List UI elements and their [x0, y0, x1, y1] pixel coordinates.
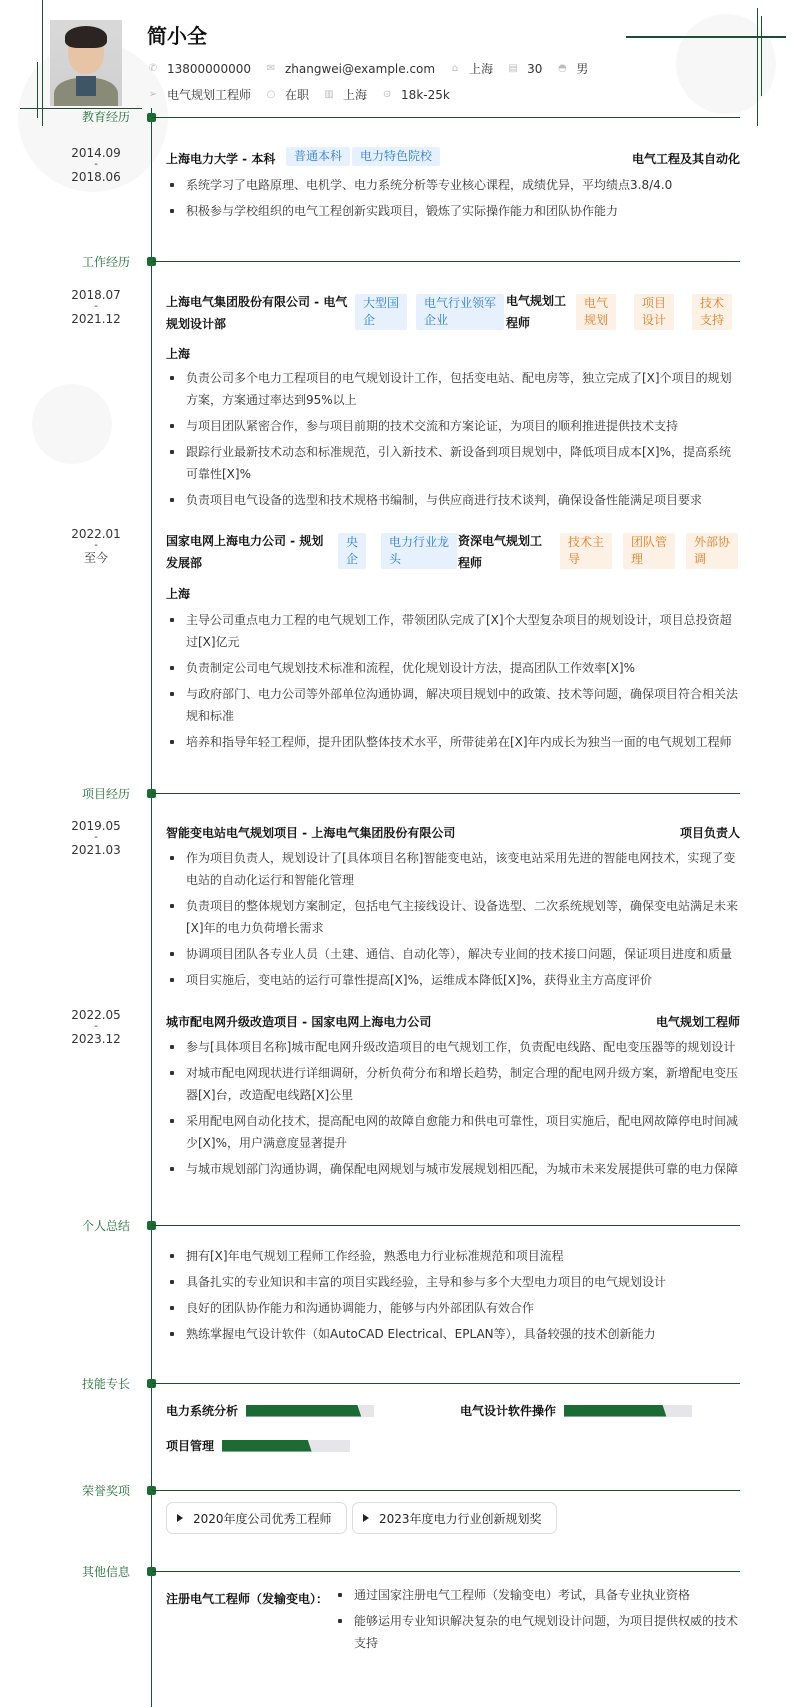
list-item: 与城市规划部门沟通协调，确保配电网规划与城市发展规划相匹配，为城市未来发展提供可靠的电力保障 [166, 1158, 740, 1180]
timeline-axis [151, 108, 152, 1707]
project-bullets [166, 847, 740, 995]
skill-tag: 项目 设计 [634, 294, 674, 330]
salary-icon: ⊙ [382, 88, 392, 100]
section-divider [152, 117, 740, 118]
building-icon: ▥ [324, 88, 334, 100]
skill-item [166, 1402, 374, 1419]
list-item: 积极参与学校组织的电气工程创新实践项目，锻炼了实际操作能力和团队协作能力 [166, 200, 740, 222]
section-title-other: 其他信息 [81, 1565, 130, 1579]
list-item: 采用配电网自动化技术，提高配电网的故障自愈能力和供电可靠性，项目实施后，配电网故障停电时间减少[X]%，用户满意度显著提升 [166, 1110, 740, 1154]
edu-bullets [166, 174, 740, 226]
section-title-skills: 技能专长 [81, 1377, 130, 1391]
list-item: 与项目团队紧密合作，参与项目前期的技术交流和方案论证，为项目的顺利推进提供技术支持 [166, 415, 740, 437]
work-location: 上海 [166, 587, 191, 601]
list-item: 对城市配电网现状进行详细调研，分析负荷分布和增长趋势，制定合理的配电网升级方案，新增配电变压器[X]台，改造配电线路[X]公里 [166, 1062, 740, 1106]
section-title-education: 教育经历 [81, 110, 130, 124]
work-company: 国家电网上海电力公司 - 规划 发展部 [166, 534, 324, 570]
skill-item [460, 1402, 692, 1419]
section-title-projects: 项目经历 [81, 787, 130, 801]
section-divider [152, 261, 740, 262]
list-item: 主导公司重点电力工程的电气规划工作，带领团队完成了[X]个大型复杂项目的规划设计，项目总投资超过[X]亿元 [166, 609, 740, 653]
skill-bar [564, 1405, 692, 1417]
section-title-awards: 荣誉奖项 [81, 1484, 130, 1498]
project-bullets [166, 1036, 740, 1184]
section-divider [152, 1571, 740, 1572]
list-item: 协调项目团队各专业人员（土建、通信、自动化等），解决专业间的技术接口问题，保证项目进度和质量 [166, 943, 740, 965]
list-item: 负责公司多个电力工程项目的电气规划设计工作，包括变电站、配电房等，独立完成了[X]个项目的规划方案，方案通过率达到95%以上 [166, 367, 740, 411]
work-position: 电气规划工 程师 [506, 294, 567, 330]
skill-name: 电气设计软件操作 [460, 1404, 557, 1418]
project-role: 电气规划工程师 [655, 1015, 740, 1029]
skill-name: 电力系统分析 [166, 1404, 239, 1418]
list-item: 负责制定公司电气规划技术标准和流程，优化规划设计方法，提高团队工作效率[X]% [166, 657, 740, 679]
award-label: 2020年度公司优秀工程师 [193, 1511, 332, 1526]
list-item: 熟练掌握电气设计软件（如AutoCAD Electrical、EPLAN等），具备较强的技术创新能力 [166, 1323, 740, 1345]
list-item: 通过国家注册电气工程师（发输变电）考试，具备专业执业资格 [334, 1584, 740, 1606]
work-date: 2022.01 - 至今 [71, 527, 121, 565]
company-tag: 电气行业领军 企业 [416, 294, 504, 330]
section-title-summary: 个人总结 [81, 1219, 130, 1233]
gender-icon: ◓ [558, 62, 567, 74]
award-item [166, 1502, 347, 1534]
list-item: 与政府部门、电力公司等外部单位沟通协调，解决项目规划中的政策、技术等问题，确保项目符合相关法规和标准 [166, 683, 740, 727]
decor-circle [32, 384, 112, 464]
decor-line [761, 16, 762, 96]
status-icon: ○ [266, 88, 276, 100]
edu-tag: 电力特色院校 [352, 147, 440, 166]
skill-tag: 技术 支持 [692, 294, 732, 330]
phone-icon: ✆ [148, 62, 158, 74]
decor-line [37, 62, 38, 118]
edu-major: 电气工程及其自动化 [631, 152, 740, 166]
section-divider [152, 793, 740, 794]
certificate-bullets [334, 1584, 740, 1658]
skill-name: 项目管理 [166, 1439, 215, 1453]
company-tag: 央 企 [338, 533, 366, 569]
skill-bar [246, 1405, 374, 1417]
gender: 男 [576, 62, 589, 76]
salary: 18k-25k [401, 87, 450, 102]
project-date: 2022.05 - 2023.12 [71, 1008, 121, 1046]
section-divider [152, 1225, 740, 1226]
location: 上海 [469, 62, 494, 76]
skill-tag: 技术主 导 [560, 533, 612, 569]
skill-item [166, 1437, 350, 1454]
play-triangle-icon [177, 1514, 183, 1522]
list-item: 拥有[X]年电气规划工程师工作经验，熟悉电力行业标准规范和项目流程 [166, 1245, 740, 1267]
list-item: 项目实施后，变电站的运行可靠性提高[X]%，运维成本降低[X]%，获得业主方高度评价 [166, 969, 740, 991]
project-title: 城市配电网升级改造项目 - 国家电网上海电力公司 [166, 1015, 432, 1029]
award-label: 2023年度电力行业创新规划奖 [379, 1511, 542, 1526]
candidate-name: 简小全 [147, 24, 207, 48]
skill-bar [222, 1440, 350, 1452]
email: zhangwei@example.com [284, 61, 436, 76]
list-item: 具备扎实的专业知识和丰富的项目实践经验，主导和参与多个大型电力项目的电气规划设计 [166, 1271, 740, 1293]
decor-line [626, 36, 786, 38]
decor-line [757, 8, 758, 126]
edu-date: 2014.09 - 2018.06 [71, 146, 121, 184]
summary-bullets [166, 1245, 740, 1349]
mail-icon: ✉ [266, 62, 276, 74]
work-company: 上海电气集团股份有限公司 - 电气 规划设计部 [166, 295, 348, 331]
skill-tag: 外部协 调 [686, 533, 738, 569]
section-divider [152, 1490, 740, 1491]
certificate-label: 注册电气工程师（发输变电）： [166, 1592, 329, 1606]
list-item: 负责项目的整体规划方案制定，包括电气主接线设计、设备选型、二次系统规划等，确保变电站满足未来[X]年的电力负荷增长需求 [166, 895, 740, 939]
section-divider [152, 1383, 740, 1384]
section-title-work: 工作经历 [81, 255, 130, 269]
edu-school: 上海电力大学 - 本科 [166, 152, 276, 166]
avatar-photo [50, 20, 122, 106]
list-item: 系统学习了电路原理、电机学、电力系统分析等专业核心课程，成绩优异，平均绩点3.8/4.0 [166, 174, 740, 196]
list-item: 能够运用专业知识解决复杂的电气规划设计问题，为项目提供权威的技术支持 [334, 1610, 740, 1654]
project-title: 智能变电站电气规划项目 - 上海电气集团股份有限公司 [166, 826, 456, 840]
calendar-icon: ▤ [508, 62, 518, 74]
work-date: 2018.07 - 2021.12 [71, 288, 121, 326]
list-item: 培养和指导年轻工程师，提升团队整体技术水平，所带徒弟在[X]年内成长为独当一面的电气规划工程师 [166, 731, 740, 753]
list-item: 作为项目负责人，规划设计了[具体项目名称]智能变电站，该变电站采用先进的智能电网技术，实现了变电站的自动化运行和智能化管理 [166, 847, 740, 891]
job-intent-row [147, 86, 464, 103]
send-icon: ➢ [148, 88, 158, 100]
work-bullets [166, 609, 740, 757]
contact-row [147, 60, 602, 77]
job-status: 在职 [285, 88, 310, 102]
list-item: 跟踪行业最新技术动态和标准规范，引入新技术、新设备到项目规划中，降低项目成本[X]%，提高系统可靠性[X]% [166, 441, 740, 485]
age: 30 [527, 61, 543, 76]
skill-tag: 团队管 理 [623, 533, 675, 569]
project-date: 2019.05 - 2021.03 [71, 819, 121, 857]
list-item: 负责项目电气设备的选型和技术规格书编制，与供应商进行技术谈判，确保设备性能满足项目要求 [166, 489, 740, 511]
company-tag: 电力行业龙 头 [381, 533, 457, 569]
project-role: 项目负责人 [679, 826, 740, 840]
skill-tag: 电气 规划 [576, 294, 616, 330]
home-icon: ⌂ [451, 62, 459, 74]
phone: 13800000000 [167, 61, 251, 76]
target-title: 电气规划工程师 [167, 88, 252, 102]
award-item [352, 1502, 557, 1534]
work-location: 上海 [166, 347, 191, 361]
company-tag: 大型国 企 [355, 294, 407, 330]
list-item: 良好的团队协作能力和沟通协调能力，能够与内外部团队有效合作 [166, 1297, 740, 1319]
work-position: 资深电气规划工 程师 [458, 534, 543, 570]
edu-tag: 普通本科 [286, 147, 350, 166]
play-triangle-icon [363, 1514, 369, 1522]
list-item: 参与[具体项目名称]城市配电网升级改造项目的电气规划工作，负责配电线路、配电变压器等的规划设计 [166, 1036, 740, 1058]
target-city: 上海 [343, 88, 368, 102]
work-bullets [166, 367, 740, 515]
